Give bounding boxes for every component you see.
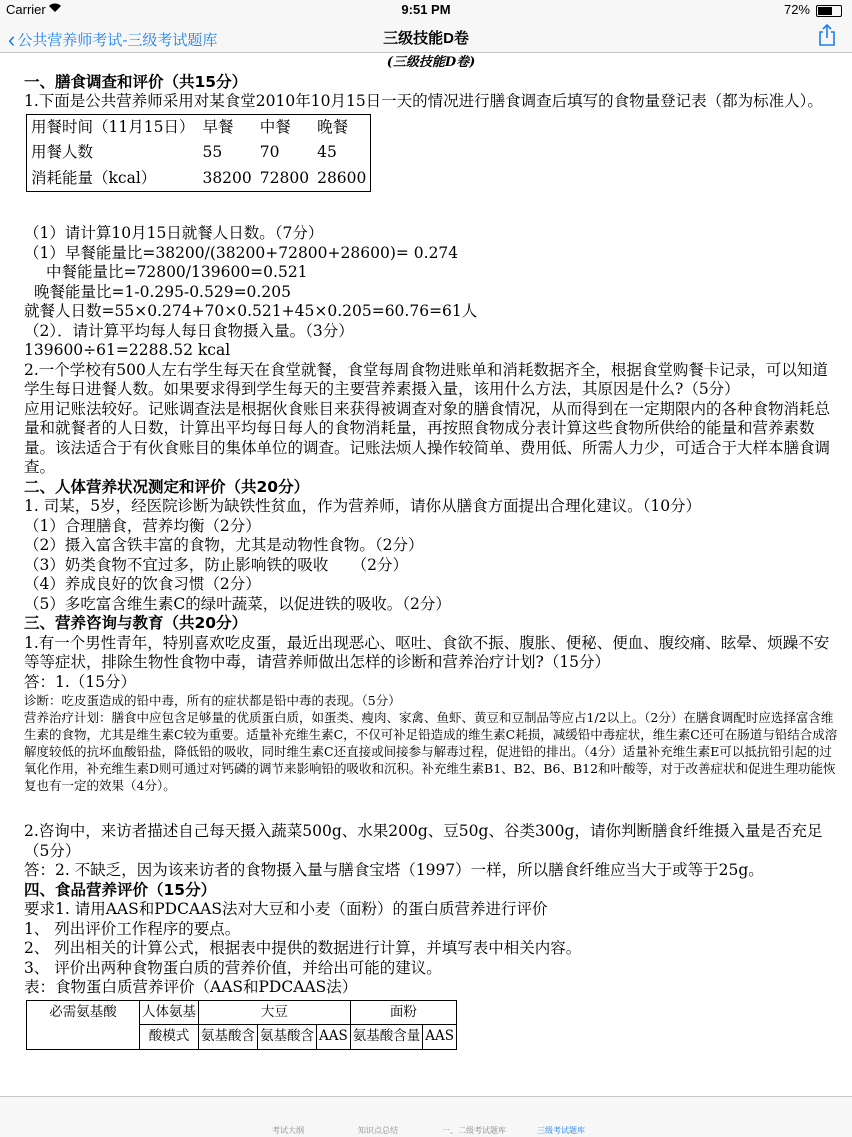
answer-text: （4）养成良好的饮食习惯（2分） (24, 575, 261, 593)
table-caption: 表：食物蛋白质营养评价（AAS和PDCAAS法） (24, 978, 358, 996)
table-cell: 用餐人数 (31, 143, 94, 161)
table-cell: 55 (202, 143, 223, 161)
answer-text: 中餐能量比=72800/139600=0.521 (46, 263, 308, 281)
tab-level-3-bank[interactable]: 三级考试题库 (537, 1126, 585, 1135)
table-row (27, 166, 371, 192)
table-cell: 用餐时间（11月15日） (31, 117, 195, 136)
tab-exam-outline[interactable]: 考试大纲 (272, 1126, 304, 1135)
table-row (27, 114, 371, 140)
table-header: 氨基酸含 (199, 1025, 258, 1050)
table-cell: 消耗能量（kcal） (31, 168, 157, 187)
spacer (24, 794, 838, 822)
list-item: 3、 评价出两种食物蛋白质的营养价值，并给出可能的建议。 (24, 958, 442, 977)
doc-subtitle: (三级技能D卷) (386, 55, 476, 70)
answer-text: 139600÷61=2288.52 kcal (24, 341, 231, 359)
section-heading: 二、人体营养状况测定和评价（共20分） (24, 477, 310, 496)
battery-icon (816, 5, 842, 17)
answer-text: （1）合理膳食，营养均衡（2分） (24, 516, 261, 535)
list-item: 1、 列出评价工作程序的要点。 (24, 919, 241, 938)
answer-text: 晚餐能量比=1-0.295-0.529=0.205 (34, 282, 291, 301)
table-header: 氨基酸含 (258, 1025, 317, 1050)
question-text: （2）．请计算平均每人每日食物摄入量。（3分） (24, 321, 354, 340)
exam-document (0, 53, 852, 1050)
table-header: 酸模式 (140, 1025, 199, 1050)
navigation-bar (0, 20, 852, 53)
table-header: 人体氨基 (140, 1000, 199, 1025)
meal-table (26, 114, 371, 193)
chevron-left-icon: ‹ (8, 27, 16, 52)
table-row (27, 140, 371, 166)
question-text: 1. 司某，5岁，经医院诊断为缺铁性贫血，作为营养师，请你从膳食方面提出合理化建议。（10分） (24, 497, 702, 515)
answer-text: （3）奶类食物不宜过多，防止影响铁的吸收 （2分） (24, 555, 408, 574)
table-row (27, 1000, 457, 1025)
question-text: 2.一个学校有500人左右学生每天在食堂就餐，食堂每周食物进账单和消耗数据齐全，根据食堂购餐卡记录，可以知道学生每日进餐人数。如果要求得到学生每天的主要营养素摄入量，该用什么方法，其原因是什么?（5分） (24, 360, 828, 398)
table-header: AAS (423, 1025, 457, 1050)
question-text: （1）请计算10月15日就餐人日数。（7分） (24, 224, 324, 242)
answer-text: 应用记账法较好。记账调查法是根据伙食账目来获得被调查对象的膳食情况，从而得到在一定期限内的各种食物消耗总量和就餐者的人日数，计算出平均每日每人的食物消耗量，再按照食物成分表计算这些食物所供给的能量和营养素数量。该法适合于有伙食账目的集体单位的调查。记账法烦人操作较简单、费用低、所需人力少，可适合于大样本膳食调查。 (24, 399, 831, 476)
section-heading: 四、食品营养评价（15分） (24, 880, 217, 899)
table-header: 面粉 (350, 1000, 456, 1025)
table-header: 大豆 (199, 1000, 351, 1025)
carrier-label: Carrier (6, 2, 46, 17)
answer-text: （1）早餐能量比=38200/(38200+72800+28600)= 0.274 (24, 243, 459, 262)
tab-bar (0, 1096, 852, 1137)
question-text: 1.有一个男性青年，特别喜欢吃皮蛋，最近出现恶心、呕吐、食欲不振、腹胀、便秘、便血、腹绞痛、眩晕、烦躁不安等等症状，排除生物性食物中毒，请营养师做出怎样的诊断和营养治疗计划?（15分） (24, 633, 830, 671)
table-cell: 早餐 (202, 117, 234, 136)
answer-text: 就餐人日数=55×0.274+70×0.521+45×0.205=60.76=61人 (24, 302, 478, 320)
table-cell: 晚餐 (317, 117, 349, 136)
tab-level-1-2-bank[interactable]: 一、二级考试题库 (442, 1126, 506, 1135)
table-cell: 28600 (317, 168, 367, 187)
table-header: AAS (317, 1025, 351, 1050)
table-header: 氨基酸含量 (350, 1025, 423, 1050)
question-text: 1.下面是公共营养师采用对某食堂2010年10月15日一天的情况进行膳食调查后填写的食物量登记表（都为标准人）。 (24, 92, 823, 110)
section-heading: 一、膳食调查和评价（共15分） (24, 72, 248, 91)
table-cell: 70 (259, 143, 280, 161)
answer-text: 营养治疗计划：膳食中应包含足够量的优质蛋白质，如蛋类、瘦肉、家禽、鱼虾、黄豆和豆制品等应占1/2以上。（2分）在膳食调配时应选择富含维生素的食物，尤其是维生素C较为重要。适量补充维生素C，不仅可补足铅造成的维生素C耗损，减缓铅中毒症状，维生素C还可在肠道与铅结合成溶解度较低的抗坏血酸铅盐，降低铅的吸收，同时维生素C还直接或间接参与解毒过程，促进铅的排出。（4分）适量补充维生素E可以抵抗铅引起的过氧化作用，补充维生素D则可通过对钙磷的调节来影响铅的吸收和沉积。补充维生素B1、B2、B6、B12和叶酸等，对于改善症状和促进生理功能恢复也有一定的效果（4分）。 (24, 710, 838, 793)
table-header: 必需氨基酸 (27, 1000, 140, 1049)
answer-text: 答：1.（15分） (24, 672, 137, 691)
section-heading: 三、营养咨询与教育（共20分） (24, 614, 248, 632)
document-view[interactable] (0, 53, 852, 1096)
battery-percent: 72% (783, 2, 810, 17)
list-item: 2、 列出相关的计算公式，根据表中提供的数据进行计算，并填写表中相关内容。 (24, 939, 582, 957)
back-label: 公共营养师考试-三级考试题库 (17, 32, 218, 49)
status-bar (0, 0, 852, 20)
tab-knowledge-summary[interactable]: 知识点总结 (358, 1126, 398, 1135)
question-text: 要求1. 请用AAS和PDCAAS法对大豆和小麦（面粉）的蛋白质营养进行评价 (24, 900, 548, 918)
answer-text: 答：2. 不缺乏，因为该来访者的食物摄入量与膳食宝塔（1997）一样，所以膳食纤维应当大于或等于25g。 (24, 861, 764, 879)
table-cell: 45 (317, 143, 337, 161)
protein-table (26, 1000, 457, 1050)
table-cell: 72800 (259, 168, 310, 187)
answer-text: （2）摄入富含铁丰富的食物，尤其是动物性食物。（2分） (24, 536, 424, 554)
question-text: 2.咨询中，来访者描述自己每天摄入蔬菜500g、水果200g、豆50g、谷类300g，请你判断膳食纤维摄入量是否充足（5分） (24, 822, 823, 860)
page-title: 三级技能D卷 (383, 30, 469, 47)
answer-text: （5）多吃富含维生素C的绿叶蔬菜，以促进铁的吸收。（2分） (24, 594, 451, 613)
table-cell: 38200 (202, 168, 252, 187)
answer-text: 诊断：吃皮蛋造成的铅中毒，所有的症状都是铅中毒的表现。（5分） (24, 693, 401, 708)
spacer (24, 196, 838, 224)
clock: 9:51 PM (401, 2, 451, 17)
table-cell: 中餐 (259, 117, 291, 136)
share-icon[interactable] (816, 23, 838, 47)
